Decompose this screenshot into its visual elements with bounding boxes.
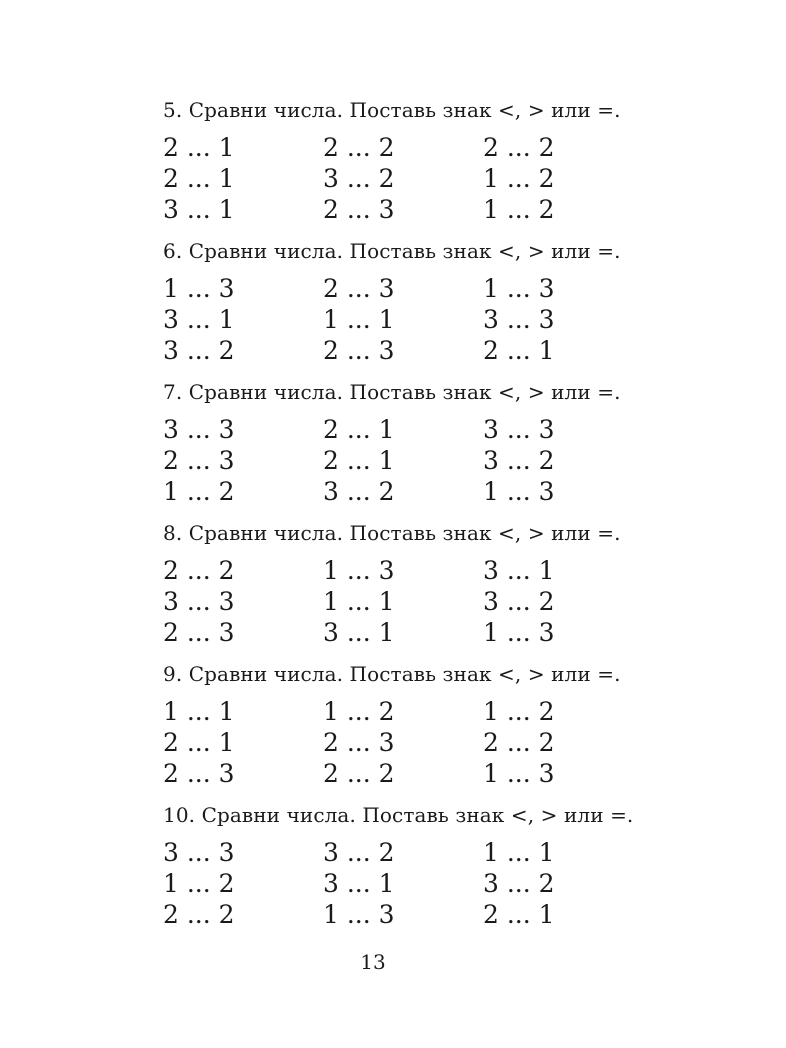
- comparison-item: 2 ... 1: [323, 446, 395, 475]
- comparison-item: 1 ... 1: [323, 587, 395, 616]
- comparison-item: 2 ... 3: [323, 274, 395, 303]
- comparison-item: 2 ... 1: [483, 336, 555, 365]
- comparison-item: 1 ... 2: [323, 697, 395, 726]
- exercise-title: 9. Сравни числа. Поставь знак <, > или =.: [163, 662, 621, 686]
- comparison-item: 2 ... 3: [323, 336, 395, 365]
- comparison-grid: [163, 696, 633, 789]
- comparison-item: 1 ... 3: [483, 759, 555, 788]
- comparison-item: 3 ... 1: [163, 305, 235, 334]
- comparison-item: 2 ... 3: [163, 446, 235, 475]
- comparison-item: 2 ... 1: [163, 133, 235, 162]
- comparison-item: 1 ... 2: [483, 697, 555, 726]
- comparison-item: 3 ... 2: [483, 869, 555, 898]
- comparison-item: 2 ... 3: [323, 728, 395, 757]
- comparison-grid: [163, 132, 633, 225]
- comparison-grid: [163, 555, 633, 648]
- comparison-item: 1 ... 2: [163, 477, 235, 506]
- comparison-item: 2 ... 1: [163, 728, 235, 757]
- exercise-5: [163, 98, 633, 225]
- exercise-10: [163, 803, 633, 930]
- comparison-item: 2 ... 2: [323, 759, 395, 788]
- comparison-item: 1 ... 3: [323, 900, 395, 929]
- comparison-item: 3 ... 2: [323, 164, 395, 193]
- exercise-title: 10. Сравни числа. Поставь знак <, > или =.: [163, 803, 634, 827]
- comparison-item: 2 ... 1: [483, 900, 555, 929]
- comparison-grid: [163, 414, 633, 507]
- comparison-item: 3 ... 1: [323, 869, 395, 898]
- comparison-item: 3 ... 3: [483, 415, 555, 444]
- exercise-8: [163, 521, 633, 648]
- comparison-item: 3 ... 3: [483, 305, 555, 334]
- comparison-item: 3 ... 2: [483, 446, 555, 475]
- comparison-item: 3 ... 2: [323, 477, 395, 506]
- comparison-item: 3 ... 2: [323, 838, 395, 867]
- comparison-item: 3 ... 2: [483, 587, 555, 616]
- comparison-item: 2 ... 1: [323, 415, 395, 444]
- comparison-item: 3 ... 3: [163, 415, 235, 444]
- comparison-item: 2 ... 3: [163, 759, 235, 788]
- comparison-item: 3 ... 2: [163, 336, 235, 365]
- comparison-item: 3 ... 1: [323, 618, 395, 647]
- comparison-item: 1 ... 3: [483, 477, 555, 506]
- comparison-item: 1 ... 1: [323, 305, 395, 334]
- exercise-9: [163, 662, 633, 789]
- comparison-item: 1 ... 1: [483, 838, 555, 867]
- comparison-item: 2 ... 3: [323, 195, 395, 224]
- exercise-6: [163, 239, 633, 366]
- comparison-item: 1 ... 3: [483, 618, 555, 647]
- exercise-title: 6. Сравни числа. Поставь знак <, > или =.: [163, 239, 621, 263]
- comparison-item: 3 ... 1: [163, 195, 235, 224]
- comparison-item: 3 ... 3: [163, 838, 235, 867]
- comparison-item: 1 ... 2: [163, 869, 235, 898]
- comparison-item: 2 ... 1: [163, 164, 235, 193]
- comparison-item: 1 ... 3: [323, 556, 395, 585]
- comparison-item: 1 ... 3: [163, 274, 235, 303]
- comparison-item: 2 ... 2: [483, 728, 555, 757]
- exercise-7: [163, 380, 633, 507]
- comparison-item: 2 ... 2: [163, 900, 235, 929]
- comparison-item: 2 ... 2: [483, 133, 555, 162]
- comparison-item: 1 ... 2: [483, 195, 555, 224]
- page-number: 13: [360, 950, 386, 974]
- comparison-grid: [163, 273, 633, 366]
- comparison-item: 2 ... 3: [163, 618, 235, 647]
- comparison-item: 2 ... 2: [163, 556, 235, 585]
- exercise-title: 5. Сравни числа. Поставь знак <, > или =.: [163, 98, 621, 122]
- exercise-title: 8. Сравни числа. Поставь знак <, > или =.: [163, 521, 621, 545]
- comparison-item: 3 ... 3: [163, 587, 235, 616]
- comparison-item: 2 ... 2: [323, 133, 395, 162]
- comparison-item: 1 ... 3: [483, 274, 555, 303]
- comparison-item: 3 ... 1: [483, 556, 555, 585]
- exercise-title: 7. Сравни числа. Поставь знак <, > или =.: [163, 380, 621, 404]
- comparison-grid: [163, 837, 633, 930]
- comparison-item: 1 ... 1: [163, 697, 235, 726]
- comparison-item: 1 ... 2: [483, 164, 555, 193]
